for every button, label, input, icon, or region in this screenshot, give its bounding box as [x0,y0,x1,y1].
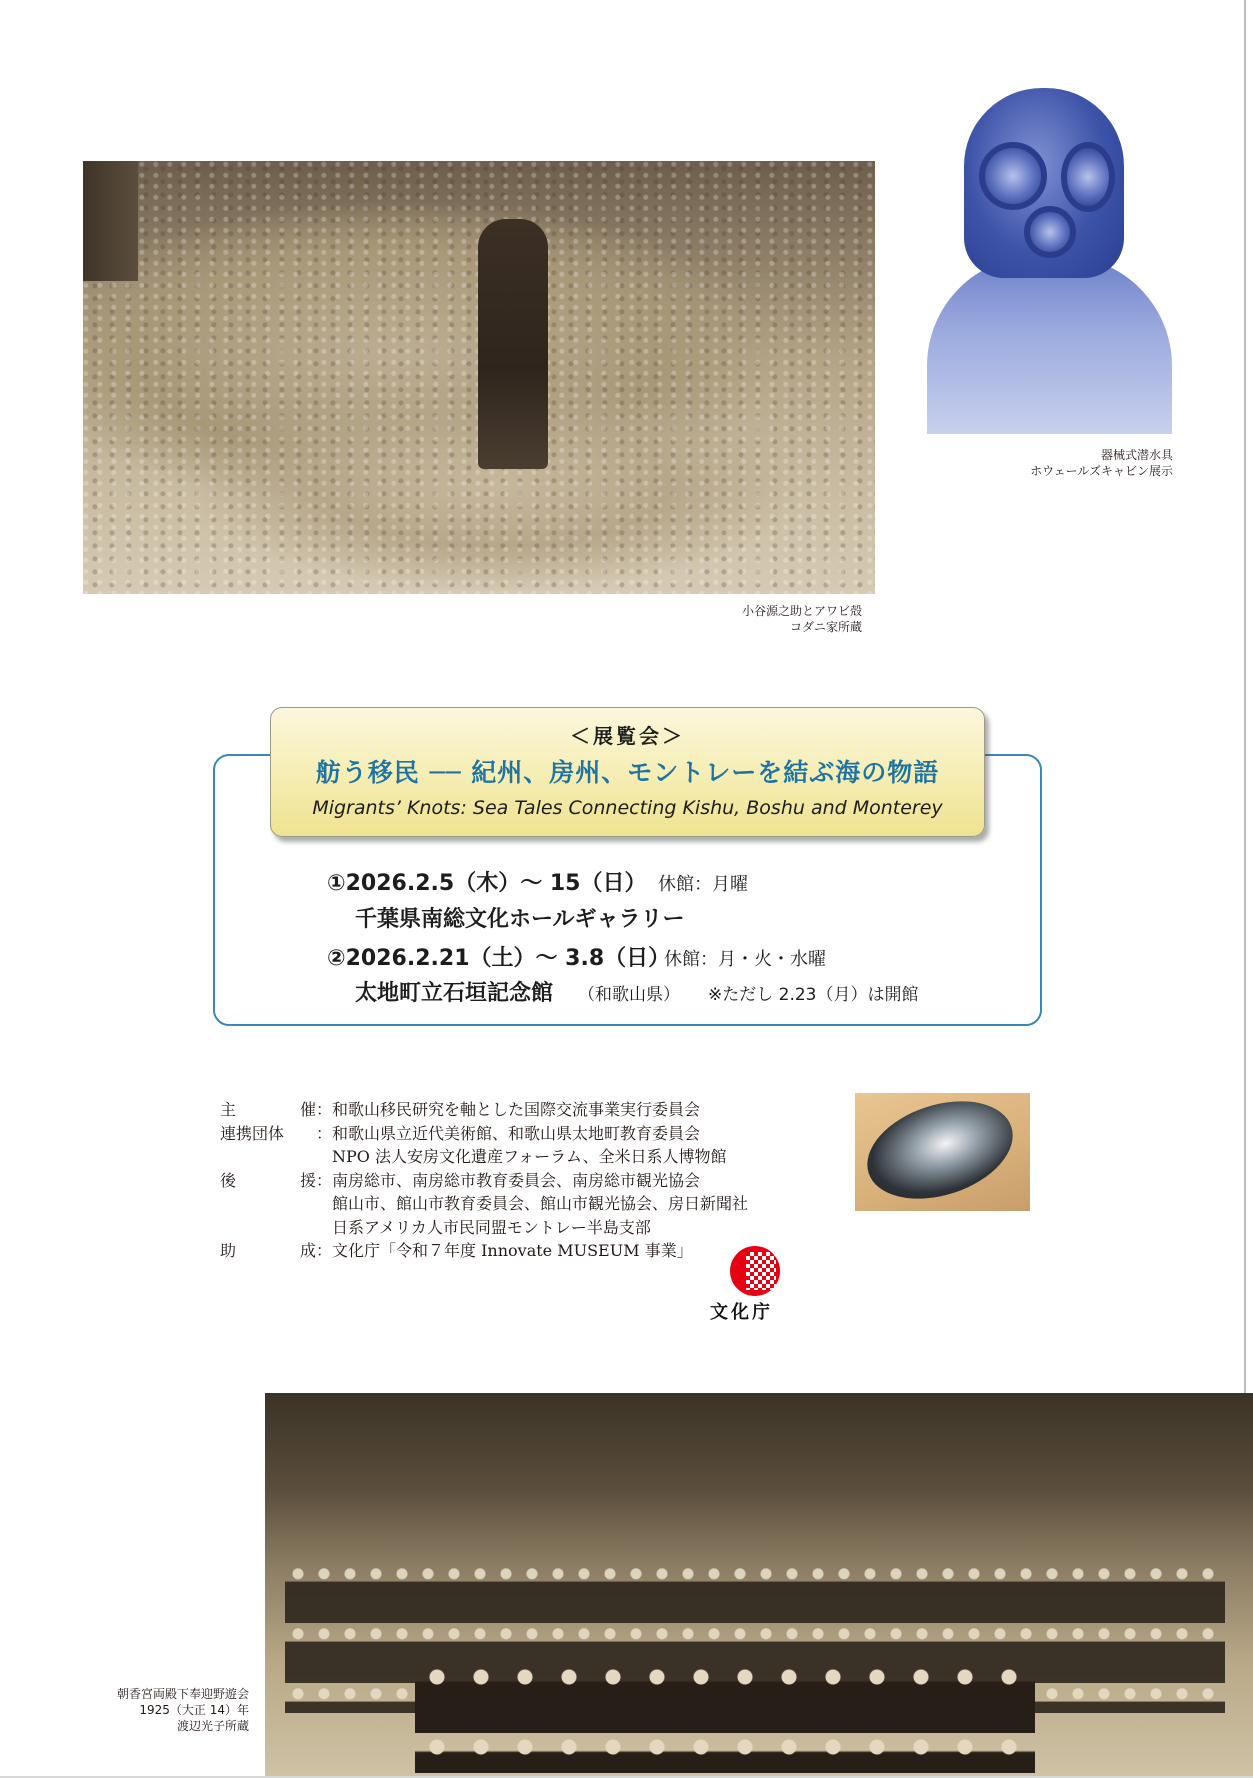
shells-caption [742,603,862,635]
partners-row [220,1122,748,1146]
grant-label: 助 成 [220,1241,316,1260]
support-row-2 [220,1192,748,1216]
group-caption [117,1686,249,1734]
session-1-dates: ①2026.2.5（木）～ 15（日） [327,871,647,896]
abalone-shell-photo [855,1093,1030,1211]
standing-man [478,219,548,469]
helmet-port [1024,206,1076,258]
caption-line: 1925（大正 14）年 [139,1703,249,1717]
caption-line: 渡辺光子所蔵 [176,1719,249,1733]
exhibition-kicker: ＜展覧会＞ [570,724,685,748]
organizer-text: 和歌山移民研究を軸とした国際交流事業実行委員会 [332,1100,701,1119]
abalone-shell [855,1093,1025,1211]
bunkacho-logo-text: 文化庁 [710,1302,773,1323]
session-2-venue: 太地町立石垣記念館 [355,981,554,1006]
helmet-port [979,142,1047,210]
abalone-shells-photo [83,161,875,594]
session-1-venue: 千葉県南総文化ホールギャラリー [355,907,685,932]
bunkacho-logo-icon [730,1246,780,1296]
session-2-closed: 休館：月・火・水曜 [664,949,826,970]
colon: ： [316,1170,333,1190]
partners-text: 和歌山県立近代美術館、和歌山県太地町教育委員会 [332,1123,701,1143]
caption-line: 朝香宮両殿下奉迎野遊会 [116,1687,249,1701]
support-text: 館山市、館山市教育委員会、館山市観光協会、房日新聞社 [332,1194,749,1213]
session-1-closed: 休館：月曜 [658,874,748,895]
caption-line: 小谷源之助とアワビ殻 [741,604,862,618]
session-2-venue-note: （和歌山県） [578,985,680,1005]
support-row [220,1169,748,1193]
grant-text: 文化庁「令和７年度 Innovate MUSEUM 事業」 [332,1241,693,1260]
diving-helmet-photo [919,86,1174,434]
colon: ： [316,1100,333,1119]
organizer-row [220,1098,748,1122]
logo-checker [746,1252,776,1290]
colon: ： [316,1241,333,1260]
caption-line: ホウェールズキャビン展示 [1030,464,1173,478]
exhibition-title: 舫う移民 ── 紀州、房州、モントレーを結ぶ海の物語 [315,758,940,787]
support-text: 日系アメリカ人市民同盟モントレー半島支部 [332,1217,651,1237]
diver-suit [927,256,1172,434]
front-row [415,1663,1035,1773]
support-row-3 [220,1216,748,1240]
organizer-label: 主 催 [220,1100,316,1119]
partners-label: 連携団体 [220,1123,285,1143]
exhibition-banner [270,707,985,837]
credits-block [220,1098,748,1263]
group-picnic-photo [265,1393,1253,1776]
partners-text: NPO 法人安房文化遺産フォーラム、全米日系人博物館 [332,1147,727,1166]
grant-row [220,1239,748,1263]
support-label: 後 援 [220,1170,316,1190]
session-2-dates: ②2026.2.21（土）～ 3.8（日） [327,946,671,971]
caption-line: 器械式潜水具 [1100,448,1173,462]
helmet-port [1061,142,1115,212]
exhibition-title-en: Migrants’ Knots: Sea Tales Connecting Kishu, Boshu and Monterey [312,797,943,819]
shed [83,161,138,281]
caption-line: コダニ家所蔵 [789,620,862,634]
diver-caption [1030,447,1173,479]
colon: ： [316,1123,333,1143]
partners-row-2 [220,1145,748,1169]
session-2-open-note: ※ただし 2.23（月）は開館 [708,985,919,1005]
support-text: 南房総市、南房総市教育委員会、南房総市観光協会 [332,1170,701,1190]
